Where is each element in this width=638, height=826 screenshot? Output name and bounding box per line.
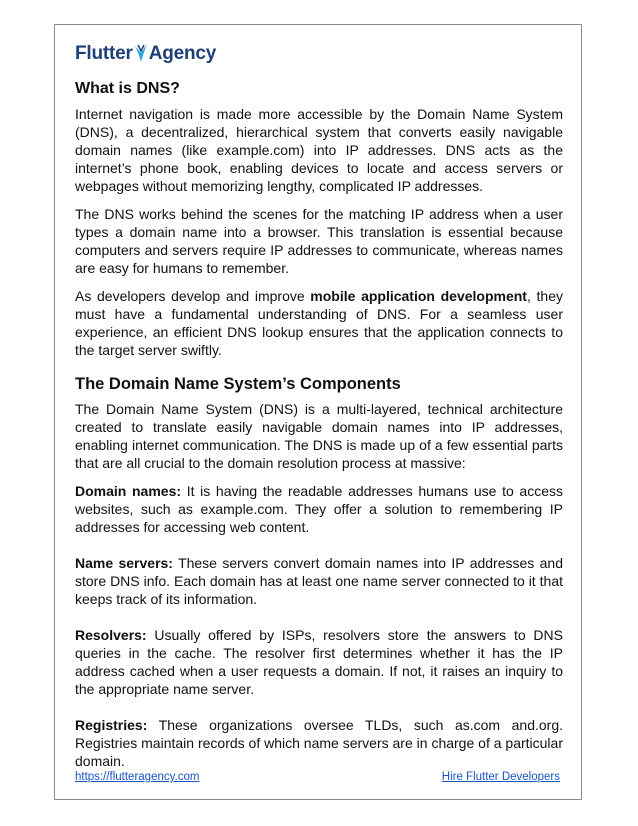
term: Domain names:: [75, 483, 182, 499]
section-title-components: The Domain Name System’s Components: [75, 375, 401, 393]
section-title-what-is-dns: What is DNS?: [75, 80, 180, 97]
footer-hire-link[interactable]: Hire Flutter Developers: [441, 771, 560, 783]
paragraph-text: As developers develop and improve: [75, 288, 311, 304]
paragraph: The Domain Name System (DNS) is a multi-layered, technical architecture created to translate easily navigable domain names into IP addresses, enabling internet communication. The DNS is made up of a few essential parts that are all crucial to the domain resolution process at massive:: [75, 401, 563, 471]
flutter-agency-logo: [75, 37, 216, 65]
logo-bird-icon: [134, 43, 148, 63]
document-body: [75, 79, 563, 788]
definition: It is having the readable addresses humans use to access websites, such as example.com. They offer a solution to remembering IP addresses for accessing web content.: [75, 483, 563, 535]
list-item: [75, 554, 563, 608]
footer-website-link[interactable]: https://flutteragency.com: [75, 771, 200, 783]
logo-text-flutter: Flutter: [75, 43, 133, 64]
list-item: [75, 626, 563, 698]
term: Name servers:: [75, 555, 173, 571]
bold-phrase: mobile application development: [310, 288, 527, 304]
definition: Usually offered by ISPs, resolvers store the answers to DNS queries in the cache. The resolver first determines whether it has the IP address cached when a user requests a domain. If not, it raises an inquiry to the appropriate name server.: [75, 627, 563, 697]
paragraph-text: , they must have a fundamental understanding of DNS. For a seamless user experience, an efficient DNS lookup ensures that the application connects to the target server swiftly.: [75, 288, 563, 358]
paragraph: Internet navigation is made more accessible by the Domain Name System (DNS), a decentralized, hierarchical system that converts easily navigable domain names (like example.com) into IP addresses. DNS acts as the internet’s phone book, enabling devices to locate and access servers or webpages without memorizing lengthy, complicated IP addresses.: [75, 106, 563, 194]
paragraph: The DNS works behind the scenes for the matching IP address when a user types a domain name into a browser. This translation is essential because computers and servers require IP addresses to communicate, whereas names are easy for humans to remember.: [75, 206, 563, 276]
definition: These servers convert domain names into IP addresses and store DNS info. Each domain has at least one name server connected to it that keeps track of its information.: [75, 555, 563, 607]
term: Resolvers:: [75, 627, 147, 643]
definition: These organizations oversee TLDs, such as.com and.org. Registries maintain records of which name servers are in charge of a particular domain.: [75, 717, 563, 769]
paragraph: [75, 287, 563, 359]
logo-text-agency: Agency: [148, 43, 217, 64]
list-item: [75, 716, 563, 770]
list-item: [75, 482, 563, 536]
term: Registries:: [75, 717, 148, 733]
